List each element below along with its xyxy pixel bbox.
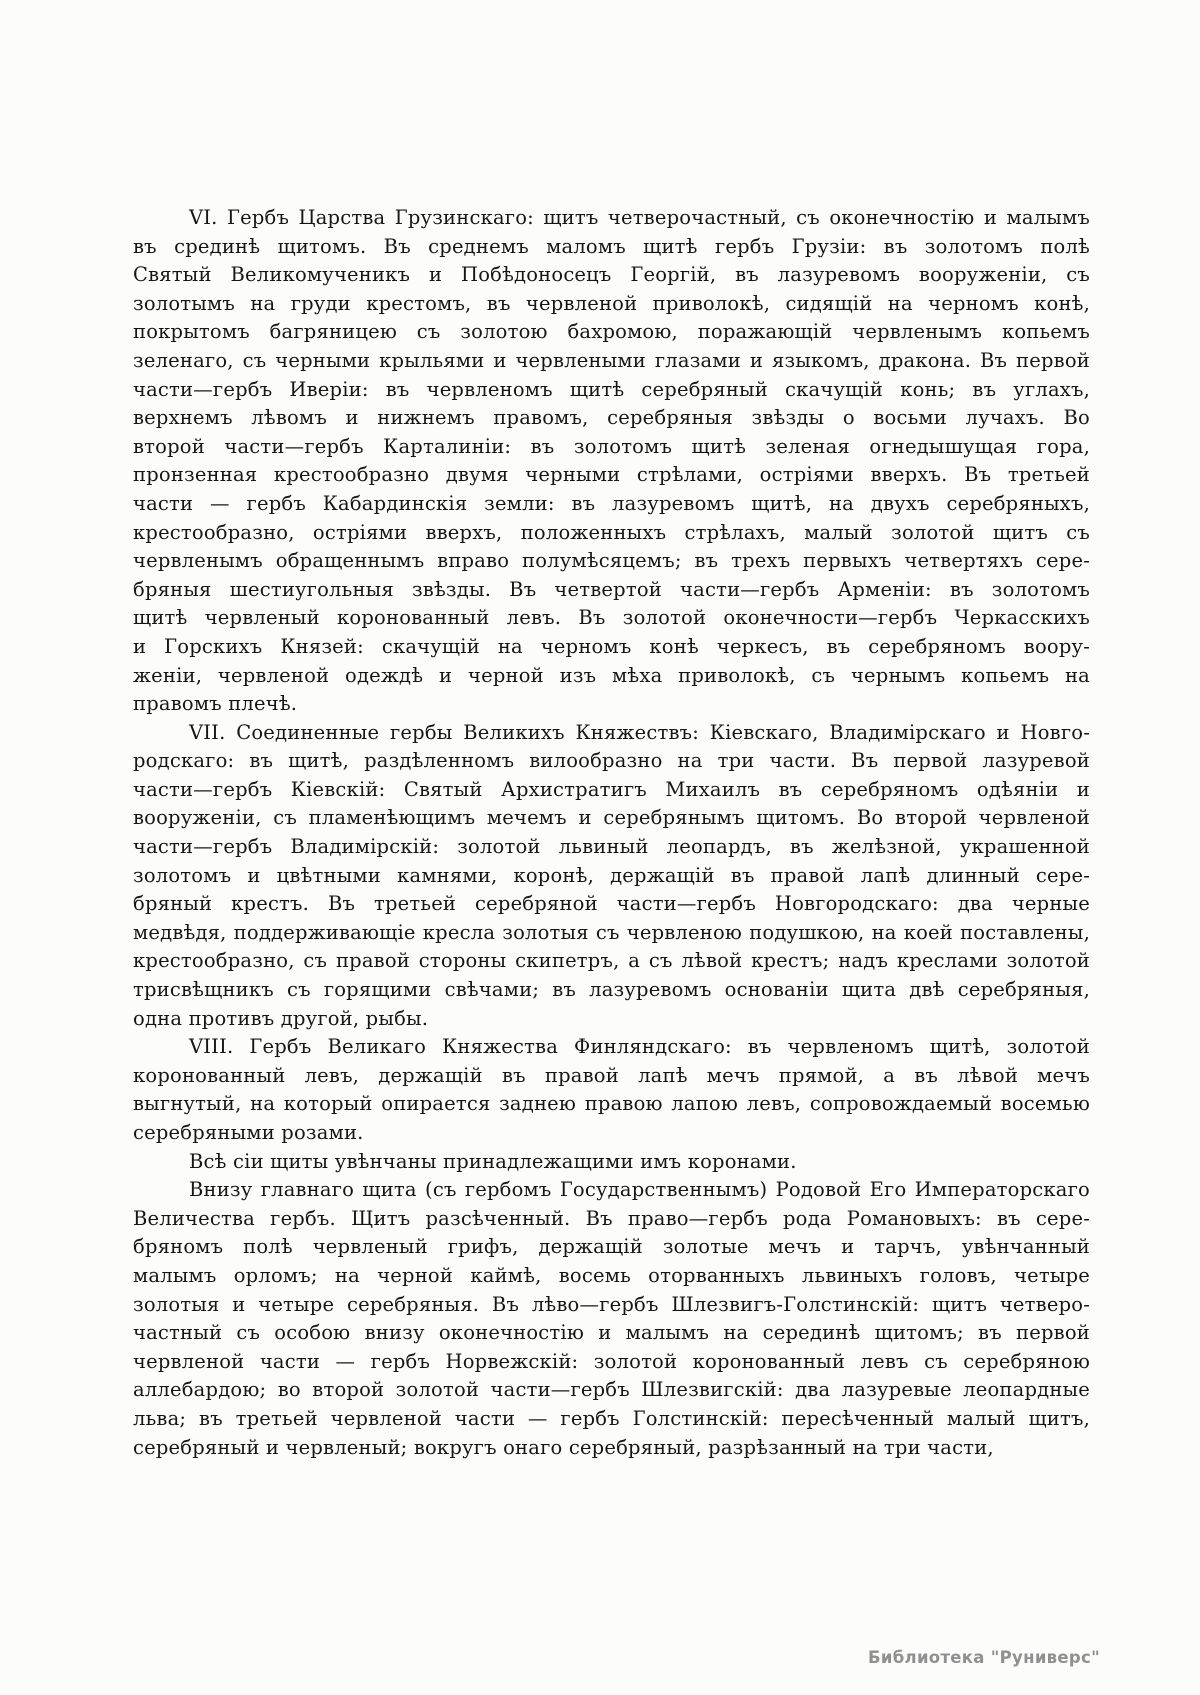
library-watermark: Библиотека "Руниверс" bbox=[868, 1648, 1100, 1667]
text-line: Величества гербъ. Щитъ разсѣченный. Въ право—гербъ рода Романовыхъ: въ сере- bbox=[133, 1206, 1090, 1230]
text-line: женіи, червленой одеждѣ и черной изъ мѣха приволокѣ, съ чернымъ копьемъ на bbox=[133, 663, 1090, 687]
text-line: крестообразно, остріями вверхъ, положенныхъ стрѣлахъ, малый золотой щитъ съ bbox=[133, 520, 1090, 544]
text-line: бряный крестъ. Въ третьей серебряной части—гербъ Новгородскаго: два черные bbox=[133, 892, 1090, 916]
text-line: червленой части — гербъ Норвежскій: золотой коронованный левъ съ серебряною bbox=[133, 1349, 1090, 1373]
paragraph-section-viii bbox=[133, 1033, 1090, 1147]
text-line: части—гербъ Иверіи: въ червленомъ щитѣ серебряный скачущій конь; въ углахъ, bbox=[133, 377, 1090, 401]
text-line: пронзенная крестообразно двумя черными стрѣлами, остріями вверхъ. Въ третьей bbox=[133, 463, 1090, 487]
paragraph-section-vi bbox=[133, 204, 1090, 719]
text-line: Святый Великомученикъ и Побѣдоносецъ Георгій, въ лазуревомъ вооруженіи, съ bbox=[133, 263, 1090, 287]
text-line: правомъ плечѣ. bbox=[133, 692, 298, 716]
text-line: трисвѣщникъ съ горящими свѣчами; въ лазуревомъ основаніи щита двѣ серебряныя, bbox=[133, 978, 1090, 1002]
text-line: покрытомъ багряницею съ золотою бахромою, поражающій червленымъ копьемъ bbox=[133, 320, 1090, 344]
text-line: Внизу главнаго щита (съ гербомъ Государственнымъ) Родовой Его Императорскаго bbox=[189, 1178, 1090, 1202]
text-line: льва; въ третьей червленой части — гербъ Голстинскій: пересѣченный малый щитъ, bbox=[133, 1406, 1090, 1430]
text-line: выгнутый, на который опирается заднею правою лапою левъ, сопровождаемый восемью bbox=[133, 1092, 1090, 1116]
text-line: одна противъ другой, рыбы. bbox=[133, 1006, 429, 1030]
text-line: второй части—гербъ Карталиніи: въ золотомъ щитѣ зеленая огнедышущая гора, bbox=[133, 434, 1090, 458]
text-line: медвѣдя, поддерживающіе кресла золотыя съ червленою подушкою, на коей поставлены, bbox=[133, 920, 1090, 944]
text-line: аллебардою; во второй золотой части—гербъ Шлезвигскій: два лазуревые леопардные bbox=[133, 1378, 1090, 1402]
paragraph-family-arms bbox=[133, 1176, 1090, 1462]
text-line: золотомъ и цвѣтными камнями, коронѣ, держащій въ правой лапѣ длинный сере- bbox=[133, 863, 1090, 887]
text-line: VI. Гербъ Царства Грузинскаго: щитъ четверочастный, съ оконечностію и малымъ bbox=[189, 206, 1090, 229]
paragraph-crowns-note bbox=[133, 1148, 1090, 1177]
text-line: крестообразно, съ правой стороны скипетръ, а съ лѣвой крестъ; надъ креслами золотой bbox=[133, 949, 1090, 973]
text-line: части — гербъ Кабардинскія земли: въ лазуревомъ щитѣ, на двухъ серебряныхъ, bbox=[133, 491, 1090, 515]
text-line: части—гербъ Владимірскій: золотой львиный леопардъ, въ желѣзной, украшенной bbox=[133, 835, 1090, 859]
paragraph-section-vii bbox=[133, 719, 1090, 1034]
text-line: въ срединѣ щитомъ. Въ среднемъ маломъ щитѣ гербъ Грузіи: въ золотомъ полѣ bbox=[133, 234, 1090, 258]
text-line: вооруженіи, съ пламенѣющимъ мечемъ и серебрянымъ щитомъ. Во второй червленой bbox=[133, 806, 1090, 830]
text-line: серебряными розами. bbox=[133, 1121, 364, 1144]
text-line: малымъ орломъ; на черной каймѣ, восемь оторванныхъ львиныхъ головъ, четыре bbox=[133, 1263, 1090, 1287]
text-line: родскаго: въ щитѣ, раздѣленномъ вилообразно на три части. Въ первой лазуревой bbox=[133, 749, 1090, 773]
text-line: Всѣ сіи щиты увѣнчаны принадлежащими имъ коронами. bbox=[189, 1149, 797, 1173]
text-line: коронованный левъ, держащій въ правой лапѣ мечъ прямой, а въ лѣвой мечъ bbox=[133, 1063, 1090, 1087]
text-line: бряныя шестиугольныя звѣзды. Въ четвертой части—гербъ Арменіи: въ золотомъ bbox=[133, 577, 1090, 601]
text-line: частный съ особою внизу оконечностію и малымъ на серединѣ щитомъ; въ первой bbox=[133, 1321, 1090, 1345]
text-line: верхнемъ лѣвомъ и нижнемъ правомъ, серебряныя звѣзды о восьми лучахъ. Во bbox=[133, 406, 1090, 430]
text-line: серебряный и червленый; вокругъ онаго серебряный, разрѣзанный на три части, bbox=[133, 1435, 994, 1459]
text-line: золотыя и четыре серебряныя. Въ лѣво—гербъ Шлезвигъ-Голстинскій: щитъ четверо- bbox=[133, 1292, 1090, 1316]
text-line: части—гербъ Кіевскій: Святый Архистратигъ Михаилъ въ серебряномъ одѣяніи и bbox=[133, 777, 1090, 801]
text-line: червленымъ обращеннымъ вправо полумѣсяцемъ; въ трехъ первыхъ четвертяхъ сере- bbox=[133, 549, 1090, 573]
text-line: VIII. Гербъ Великаго Княжества Финляндскаго: въ червленомъ щитѣ, золотой bbox=[189, 1035, 1090, 1059]
document-text bbox=[133, 204, 1090, 1462]
text-line: и Горскихъ Князей: скачущій на черномъ конѣ черкесъ, въ серебряномъ воору- bbox=[133, 634, 1090, 658]
text-line: бряномъ полѣ червленый грифъ, держащій золотые мечъ и тарчъ, увѣнчанный bbox=[133, 1235, 1090, 1259]
text-line: зеленаго, съ черными крыльями и червлеными глазами и языкомъ, дракона. Въ первой bbox=[133, 348, 1090, 372]
text-line: золотымъ на груди крестомъ, въ червленой приволокѣ, сидящій на черномъ конѣ, bbox=[133, 291, 1090, 315]
text-line: щитѣ червленый коронованный левъ. Въ золотой оконечности—гербъ Черкасскихъ bbox=[133, 606, 1090, 630]
text-line: VII. Соединенные гербы Великихъ Княжествъ: Кіевскаго, Владимірскаго и Новго- bbox=[189, 720, 1090, 744]
